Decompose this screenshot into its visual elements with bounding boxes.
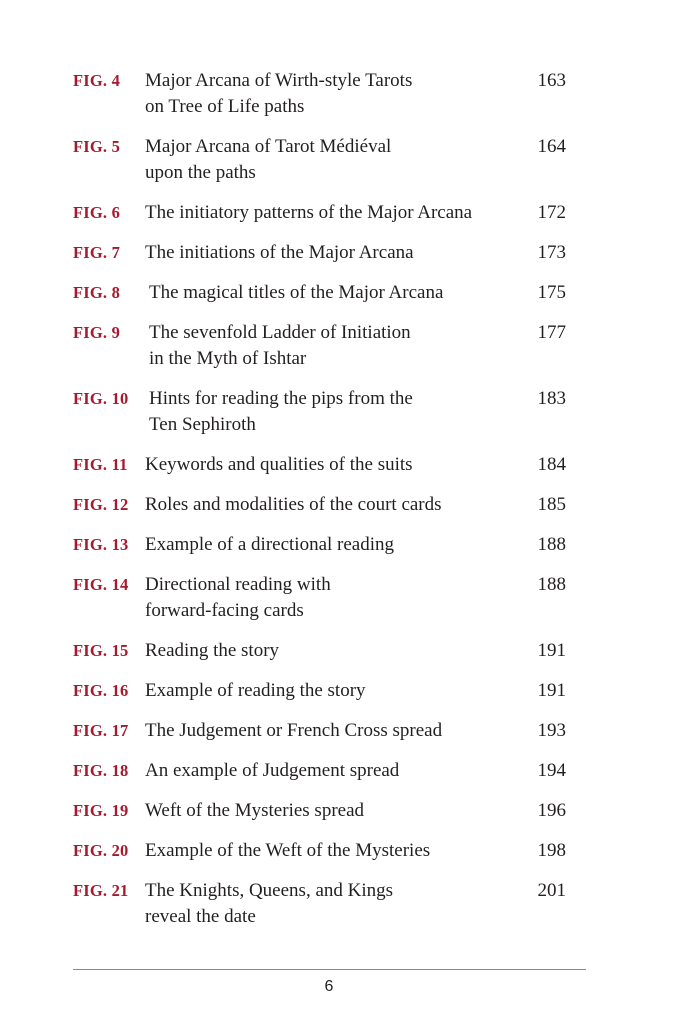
figure-entry — [73, 452, 573, 478]
figure-label: FIG. 5 — [73, 137, 121, 156]
figure-title-line: Reading the story — [145, 640, 280, 661]
figure-title-line: Ten Sephiroth — [149, 414, 256, 435]
figure-title — [145, 758, 503, 784]
figure-title — [145, 200, 503, 226]
figure-page-number: 188 — [537, 574, 566, 595]
figure-title-line: reveal the date — [145, 906, 256, 927]
figure-page-number: 184 — [537, 454, 566, 475]
figure-title-line: Keywords and qualities of the suits — [145, 454, 413, 475]
figure-title — [145, 878, 503, 930]
figure-title-line: The initiations of the Major Arcana — [145, 242, 414, 263]
figure-title-line: Weft of the Mysteries spread — [145, 800, 365, 821]
figure-entry — [73, 200, 573, 226]
figure-list — [73, 68, 573, 944]
figure-page-number: 191 — [537, 680, 566, 701]
figure-entry — [73, 532, 573, 558]
figure-entry — [73, 240, 573, 266]
figure-title — [145, 838, 503, 864]
figure-title — [149, 386, 503, 438]
figure-label: FIG. 13 — [73, 535, 129, 554]
figure-title — [145, 134, 503, 186]
figure-page-number: 198 — [537, 840, 566, 861]
figure-title-line: The Knights, Queens, and Kings — [145, 880, 394, 901]
figure-title — [145, 718, 503, 744]
figure-label: FIG. 11 — [73, 455, 128, 474]
figure-title — [145, 638, 503, 664]
figure-entry — [73, 878, 573, 930]
figure-entry — [73, 68, 573, 120]
figure-page-number: 183 — [537, 388, 566, 409]
figure-page-number: 177 — [537, 322, 566, 343]
figure-title — [145, 678, 503, 704]
figure-entry — [73, 678, 573, 704]
figure-title-line: The initiatory patterns of the Major Arcana — [145, 202, 473, 223]
figure-title — [145, 492, 503, 518]
figure-title-line: in the Myth of Ishtar — [149, 348, 307, 369]
figure-title — [149, 320, 503, 372]
figure-label: FIG. 16 — [73, 681, 129, 700]
figure-title-line: forward-facing cards — [145, 600, 304, 621]
figure-page-number: 201 — [537, 880, 566, 901]
figure-title — [145, 68, 503, 120]
figure-page-number: 196 — [537, 800, 566, 821]
figure-title-line: The Judgement or French Cross spread — [145, 720, 443, 741]
figure-label: FIG. 8 — [73, 283, 121, 302]
figure-entry — [73, 386, 573, 438]
figure-title-line: The magical titles of the Major Arcana — [149, 282, 444, 303]
figure-page-number: 175 — [537, 282, 566, 303]
figure-label: FIG. 6 — [73, 203, 121, 222]
figure-title — [145, 532, 503, 558]
figure-title — [145, 572, 503, 624]
figure-title-line: Major Arcana of Wirth-style Tarots — [145, 70, 413, 91]
footer-rule — [73, 969, 586, 970]
figure-label: FIG. 20 — [73, 841, 129, 860]
figure-label: FIG. 12 — [73, 495, 129, 514]
figure-label: FIG. 7 — [73, 243, 121, 262]
figure-title-line: The sevenfold Ladder of Initiation — [149, 322, 411, 343]
figure-entry — [73, 758, 573, 784]
figure-title — [149, 280, 503, 306]
figure-page-number: 193 — [537, 720, 566, 741]
figure-entry — [73, 638, 573, 664]
figure-title — [145, 798, 503, 824]
figure-title-line: Example of reading the story — [145, 680, 366, 701]
figure-title-line: on Tree of Life paths — [145, 96, 305, 117]
figure-page-number: 164 — [537, 136, 566, 157]
figure-label: FIG. 10 — [73, 389, 129, 408]
figure-entry — [73, 134, 573, 186]
figure-label: FIG. 18 — [73, 761, 129, 780]
figure-title-line: Example of a directional reading — [145, 534, 395, 555]
figure-page-number: 188 — [537, 534, 566, 555]
figure-entry — [73, 280, 573, 306]
figure-label: FIG. 9 — [73, 323, 121, 342]
figure-entry — [73, 838, 573, 864]
figure-title-line: Example of the Weft of the Mysteries — [145, 840, 431, 861]
page-number: 6 — [324, 978, 334, 995]
figure-label: FIG. 15 — [73, 641, 129, 660]
figure-entry — [73, 798, 573, 824]
figure-title-line: Directional reading with — [145, 574, 331, 595]
figure-entry — [73, 320, 573, 372]
figure-label: FIG. 17 — [73, 721, 129, 740]
figure-label: FIG. 21 — [73, 881, 129, 900]
figure-title — [145, 240, 503, 266]
figure-entry — [73, 572, 573, 624]
figure-page-number: 163 — [537, 70, 566, 91]
figure-label: FIG. 4 — [73, 71, 121, 90]
figure-entry — [73, 718, 573, 744]
figure-title — [145, 452, 503, 478]
figure-page-number: 194 — [537, 760, 566, 781]
figure-page-number: 172 — [537, 202, 566, 223]
figure-title-line: Roles and modalities of the court cards — [145, 494, 442, 515]
figure-label: FIG. 14 — [73, 575, 129, 594]
figure-label: FIG. 19 — [73, 801, 129, 820]
figure-entry — [73, 492, 573, 518]
figure-page-number: 173 — [537, 242, 566, 263]
figure-title-line: upon the paths — [145, 162, 256, 183]
figure-title-line: An example of Judgement spread — [145, 760, 400, 781]
figure-page-number: 185 — [537, 494, 566, 515]
figure-title-line: Hints for reading the pips from the — [149, 388, 413, 409]
figure-title-line: Major Arcana of Tarot Médiéval — [145, 136, 392, 157]
figure-page-number: 191 — [537, 640, 566, 661]
